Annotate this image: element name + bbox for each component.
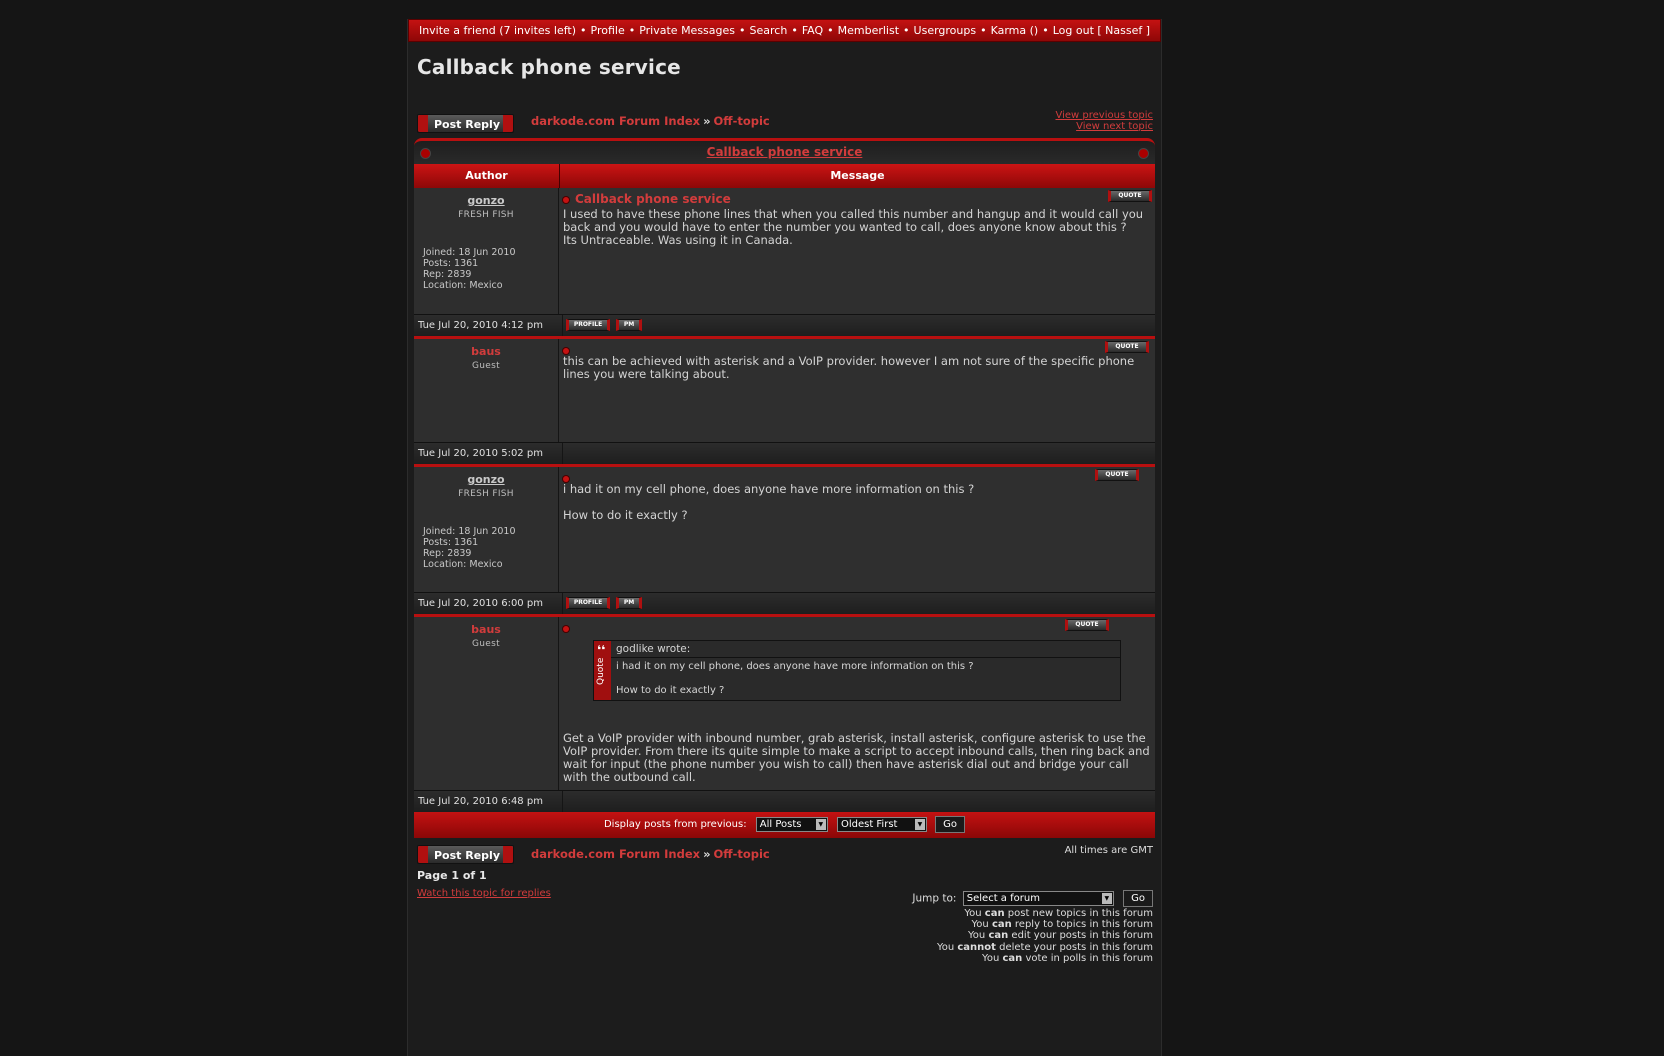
profile-button[interactable]: PROFILE (566, 319, 610, 331)
breadcrumb-off-topic[interactable]: Off-topic (713, 114, 770, 128)
breadcrumb-forum-index[interactable]: darkode.com Forum Index (531, 114, 701, 128)
pagination: Page 1 of 1 (417, 869, 487, 882)
jump-to-label: Jump to: (912, 892, 957, 905)
nav-private-messages[interactable]: Private Messages (639, 24, 736, 37)
pm-button[interactable]: PM (616, 597, 642, 609)
post-date: Tue Jul 20, 2010 6:00 pm (414, 593, 563, 614)
topic-title-bar (414, 138, 1155, 164)
permission-line: You cannot delete your posts in this forum (936, 941, 1153, 953)
post-author-name[interactable]: gonzo (467, 473, 505, 486)
post-body: Get a VoIP provider with inbound number, grab asterisk, install asterisk, configure asterisk to use the VoIP provider. From there its quite simple to make a script to accept inbound calls, then ring back and wait for input (the phone number you wish to call) then have asterisk dial out and bridge your call with the outbound call. (563, 731, 1150, 784)
page-container (407, 19, 1162, 1056)
display-go-button[interactable]: Go (935, 816, 965, 833)
post-subject: Callback phone service (563, 192, 1150, 208)
quote-label: Quote (596, 657, 606, 685)
breadcrumb-off-topic[interactable]: Off-topic (713, 847, 770, 861)
post-reply-button-bottom[interactable]: Post Reply (417, 845, 514, 864)
permission-line: You can post new topics in this forum (964, 908, 1153, 919)
chevron-down-icon: ▼ (915, 819, 925, 830)
post-message-cell (559, 339, 1155, 442)
topic-title-link[interactable]: Callback phone service (706, 145, 863, 159)
post-body: this can be achieved with asterisk and a VoIP provider. however I am not sure of the specific phone lines you were talking about. (563, 354, 1135, 381)
quote-block (593, 640, 1121, 701)
page-title: Callback phone service (417, 55, 681, 79)
message-column-header: Message (830, 169, 885, 182)
nav-logout[interactable]: Log out [ Nassef ] (1052, 24, 1151, 37)
display-period-select[interactable]: All Posts ▼ (756, 817, 828, 832)
post-date: Tue Jul 20, 2010 5:02 pm (414, 443, 563, 464)
post-author-name[interactable]: baus (471, 623, 501, 636)
timezone-note: All times are GMT (1064, 845, 1153, 856)
post-footer (414, 791, 1155, 812)
post-row (414, 188, 1155, 315)
topic-table (414, 138, 1155, 838)
post-author-name[interactable]: baus (471, 345, 501, 358)
post-row (414, 467, 1155, 593)
post-message-cell (559, 467, 1155, 592)
post-author-cell (414, 617, 559, 790)
post-date: Tue Jul 20, 2010 4:12 pm (414, 315, 563, 336)
display-options-bar (414, 812, 1155, 838)
post-icon (563, 626, 569, 632)
view-previous-topic-link[interactable]: View previous topic (1055, 110, 1153, 121)
view-next-topic-link[interactable]: View next topic (1076, 121, 1153, 132)
jump-go-button[interactable]: Go (1123, 890, 1153, 907)
nav-search[interactable]: Search (749, 24, 788, 37)
watch-topic-link[interactable]: Watch this topic for replies (417, 888, 551, 899)
quote-text: i had it on my cell phone, does anyone have more information on this ? How to do it exactly ? (616, 661, 974, 696)
corner-dot-icon (1138, 148, 1149, 159)
post-message-cell (559, 617, 1155, 790)
quote-button[interactable]: QUOTE (1065, 619, 1109, 631)
post-subject (563, 621, 1150, 633)
nav-usergroups[interactable]: Usergroups (913, 24, 977, 37)
post-author-info: Joined: 18 Jun 2010 Posts: 1361 Rep: 2839 Location: Mexico (423, 247, 516, 291)
post-icon (563, 197, 569, 203)
quote-button[interactable]: QUOTE (1105, 341, 1149, 353)
post-reply-button-top[interactable]: Post Reply (417, 114, 514, 133)
permission-line: You can vote in polls in this forum (982, 952, 1153, 964)
quote-button[interactable]: QUOTE (1108, 190, 1152, 202)
display-order-select[interactable]: Oldest First ▼ (837, 817, 927, 832)
pm-button[interactable]: PM (616, 319, 642, 331)
chevron-down-icon: ▼ (816, 819, 826, 830)
breadcrumb-top: darkode.com Forum Index » Off-topic (531, 114, 770, 128)
jump-to-select[interactable]: Select a forum ▼ (963, 891, 1114, 906)
post-author-cell (414, 339, 559, 442)
breadcrumb-bottom: darkode.com Forum Index » Off-topic (531, 847, 770, 861)
post-date: Tue Jul 20, 2010 6:48 pm (414, 791, 563, 812)
post-body: I used to have these phone lines that when you called this number and hangup and it would call you back and you would have to enter the number you wanted to call, does anyone know about this ? Its Untraceable. Was using it in Canada. (563, 207, 1144, 247)
post-footer (414, 443, 1155, 467)
post-author-info: Joined: 18 Jun 2010 Posts: 1361 Rep: 2839 Location: Mexico (423, 526, 516, 570)
post-icon (563, 476, 569, 482)
topic-nav-links (1055, 110, 1153, 132)
nav-memberlist[interactable]: Memberlist (837, 24, 900, 37)
corner-dot-icon (420, 148, 431, 159)
nav-profile[interactable]: Profile (590, 24, 625, 37)
nav-faq[interactable]: FAQ (801, 24, 824, 37)
post-footer (414, 315, 1155, 339)
quote-marks-icon: ❛❛ (597, 643, 606, 657)
post-author-rank: FRESH FISH (458, 210, 514, 220)
quote-header: godlike wrote: (611, 641, 1120, 658)
post-body: i had it on my cell phone, does anyone have more information on this ? How to do it exactly ? (563, 482, 975, 522)
post-author-cell (414, 467, 559, 592)
post-author-name[interactable]: gonzo (467, 194, 505, 207)
jump-to-form (912, 890, 1153, 907)
permission-line: You can reply to topics in this forum (971, 919, 1153, 931)
display-posts-label: Display posts from previous: (603, 819, 747, 830)
breadcrumb-forum-index[interactable]: darkode.com Forum Index (531, 847, 701, 861)
quote-button[interactable]: QUOTE (1095, 469, 1139, 481)
post-author-rank: Guest (472, 361, 500, 371)
permissions-list (937, 908, 1153, 964)
post-author-cell (414, 188, 559, 314)
post-author-rank: FRESH FISH (458, 489, 514, 499)
top-navigation: Invite a friend (7 invites left) • Profile • Private Messages • Search • FAQ • Memberlist • Usergroups • Karma () • Log out [ Nassef ] (408, 19, 1161, 42)
chevron-down-icon: ▼ (1102, 893, 1112, 904)
post-author-rank: Guest (472, 639, 500, 649)
post-footer (414, 593, 1155, 617)
post-message-cell (559, 188, 1155, 314)
permission-line: You can edit your posts in this forum (968, 930, 1153, 942)
post-row (414, 339, 1155, 443)
post-icon (563, 348, 569, 354)
table-header (414, 164, 1155, 188)
profile-button[interactable]: PROFILE (566, 597, 610, 609)
nav-karma[interactable]: Karma () (990, 24, 1039, 37)
author-column-header: Author (414, 164, 560, 188)
post-row (414, 617, 1155, 791)
nav-invite-friend[interactable]: Invite a friend (7 invites left) (418, 24, 577, 37)
